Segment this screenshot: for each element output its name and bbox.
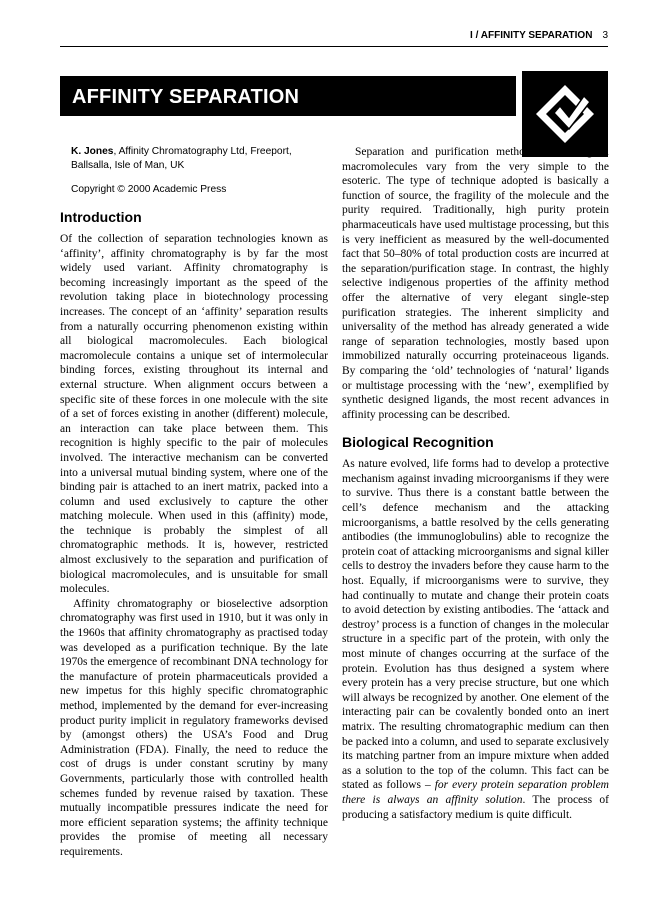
title-bar bbox=[60, 76, 516, 116]
article-title: AFFINITY SEPARATION bbox=[72, 86, 300, 108]
author-block bbox=[60, 145, 328, 197]
right-column bbox=[342, 145, 609, 822]
left-column bbox=[60, 145, 328, 860]
paragraph: Separation and purification methods for biological macromolecules vary from the very simple to the esoteric. The type of technique adopted is basically a function of source, the fragility of the molecule and the purity required. Traditionally, high purity protein pharmaceuticals have used multistage processing, but this is very inefficient as measured by the well-documented fact that 50–80% of total production costs are incurred at the separation/purification stage. In contrast, the highly selective indigenous properties of the affinity method offer the alternative of very elegant single-step purification strategies. The inherent simplicity and universality of the method has already generated a wide range of separation technologies, mostly based upon immobilized naturally occurring proteinaceous ligands. By comparing the ‘old’ technologies of ‘natural’ ligands or multistage processing with the ‘new’, exemplified by synthetic designed ligands, the most recent advances in affinity processing can be described. bbox=[342, 146, 609, 421]
section-heading-biological-recognition: Biological Recognition bbox=[342, 434, 494, 451]
author-line bbox=[71, 145, 328, 173]
author-affiliation: , Affinity Chromatography Ltd, Freeport, Ballsalla, Isle of Man, UK bbox=[71, 146, 292, 171]
emphasis-text: for every protein separation problem there is always an affinity solution bbox=[342, 779, 609, 806]
paragraph-text-end: . The process of producing a satisfactory medium is quite difficult. bbox=[342, 793, 609, 821]
copyright-notice: Copyright © 2000 Academic Press bbox=[71, 184, 227, 195]
running-title: I / AFFINITY SEPARATION bbox=[470, 30, 593, 41]
section-heading-introduction: Introduction bbox=[60, 209, 142, 225]
page-number: 3 bbox=[602, 30, 608, 41]
header-rule bbox=[60, 46, 608, 47]
paragraph: Of the collection of separation technologies known as ‘affinity’, affinity chromatography is by far the most widely used variant. Affinity chromatography is becoming increasingly important as the speed of the revolution taking place in biotechnology processing increases. The concept of an ‘affinity’ separation results from a naturally occurring phenomenon existing within all biological macromolecules. Each biological macromolecule contains a unique set of intermolecular binding forces, existing throughout its internal and external structure. When alignment occurs between a specific site of these forces in one molecule with the site of a set of forces existing in another (different) molecule, an interaction can take place between them. This recognition is highly specific to the pair of molecules involved. The interactive mechanism can be converted into a universal mutual binding system, where one of the binding pair is attached to an inert matrix, packed into a column and used exclusively to capture the other matching molecule. When used in this (affinity) mode, the technique is probably the simplest of all chromatographic methods. It is, however, restricted almost exclusively to the separation and purification of biological macromolecules, and is unsuitable for small molecules. bbox=[60, 233, 328, 596]
paragraph bbox=[342, 457, 609, 822]
running-head bbox=[60, 30, 608, 44]
paragraph-text: As nature evolved, life forms had to develop a protective mechanism against invading microorganisms if they were to survive. Thus there is a constant battle between the cell’s defence mechanism and the attacking microorganisms, a battle resolved by the cells generating antibodies (the immunoglobulins) able to recognize the protein coat of attacking microorganisms and signal killer cells to destroy the invaders before they cause harm to the host. Equally, if microorganisms were to survive, they had continually to mutate and change their protein coats to avoid detection by existing antibodies. The ‘attack and destroy’ process is a function of changes in the molecular structure in a specific part of the protein, with only the most minute of changes occurring at the surface of the protein. Evolution has thus designed a system where every protein has a very precise structure, but one which will always be recognized by another. One element of the interacting pair can be covalently bonded onto an inert matrix. The resulting chromatographic medium can then be packed into a column, and used to separate exclusively its matching partner from an impure mixture when added as a solution to the top of the column. This fact can be stated as follows – bbox=[342, 458, 609, 792]
author-name: K. Jones bbox=[71, 146, 114, 157]
paragraph: Affinity chromatography or bioselective adsorption chromatography was first used in 1910, but it was only in the 1960s that affinity chromatography as practised today was developed as a purification technique. By the late 1970s the emergence of recombinant DNA technology for the manufacture of protein pharmaceuticals provided a new impetus for this highly specific chromatographic method, implemented by the demand for ever-increasing product purity implicit in regulatory frameworks devised by (amongst others) the USA’s Food and Drug Administration (FDA). Finally, the need to reduce the cost of drugs is under constant scrutiny by many Governments, particularly those with controlled health schemes funded by revenue raised by taxation. These mutually incompatible pressures indicate the need for more efficient separation systems; the affinity technique provides the promise of meeting all necessary requirements. bbox=[60, 597, 328, 858]
